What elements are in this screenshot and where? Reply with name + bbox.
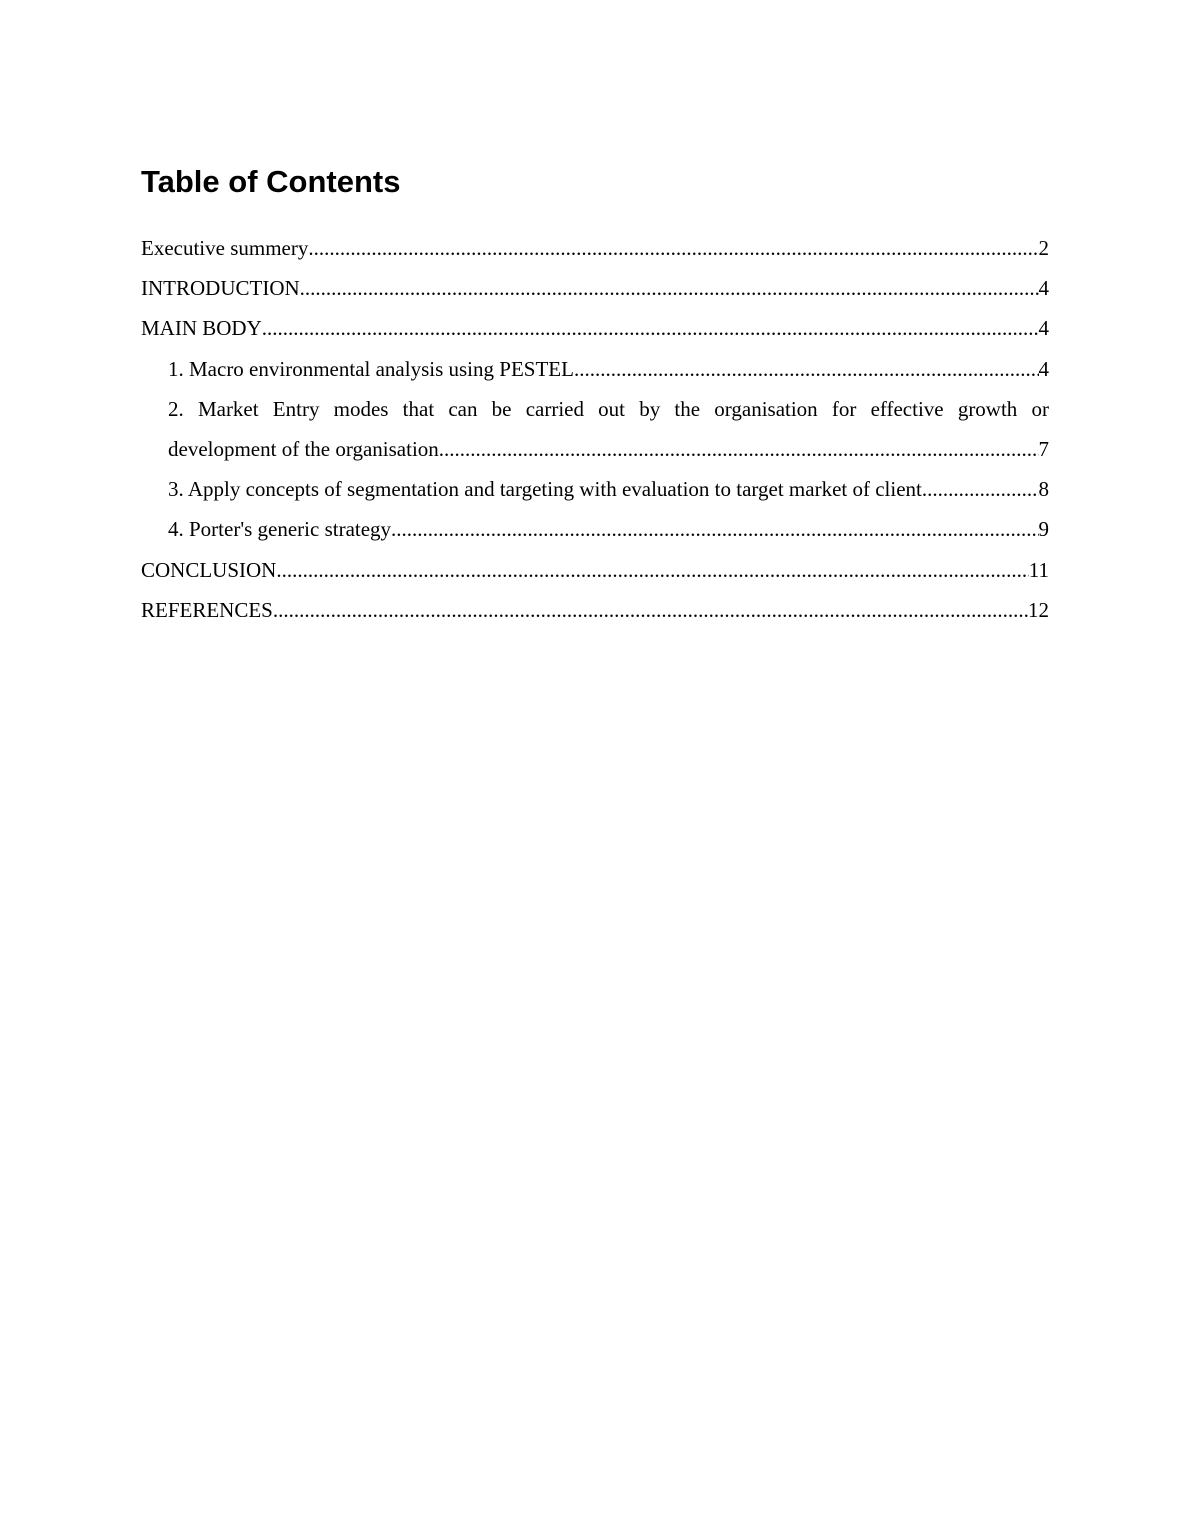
toc-entry-references[interactable] xyxy=(141,590,1049,630)
toc-entry-line2 xyxy=(168,429,1049,469)
toc-entry-main-body[interactable] xyxy=(141,308,1049,348)
toc-entry-executive-summary[interactable] xyxy=(141,228,1049,268)
toc-entry-page-number: 2 xyxy=(1038,236,1049,260)
toc-entry-page-number: 4 xyxy=(1038,316,1049,341)
toc-entry-page-number: 9 xyxy=(1038,517,1049,542)
toc-entry-label: REFERENCES xyxy=(141,597,273,622)
toc-entry-page-number: 8 xyxy=(1038,477,1049,502)
toc-heading: Table of Contents xyxy=(141,164,401,199)
toc-entry-label: INTRODUCTION xyxy=(141,276,300,301)
toc-entry-market-entry-modes[interactable] xyxy=(141,389,1049,469)
toc-entry-segmentation-targeting[interactable] xyxy=(141,469,1049,509)
toc-entry-page-number: 4 xyxy=(1038,276,1049,301)
toc-dot-leader xyxy=(922,469,1039,509)
toc-entry-page-number: 12 xyxy=(1028,597,1049,622)
toc-entry-label: Executive summery xyxy=(141,236,309,260)
toc-entry-label: 4. Porter's generic strategy xyxy=(168,517,392,542)
toc-entry-introduction[interactable] xyxy=(141,268,1049,308)
toc-entry-label: CONCLUSION xyxy=(141,557,277,582)
toc-entry-label: 1. Macro environmental analysis using PESTEL xyxy=(168,356,574,381)
toc-entry-porters-generic-strategy[interactable] xyxy=(141,509,1049,549)
toc-dot-leader xyxy=(262,308,1039,348)
toc-entry-label-line2: development of the organisation xyxy=(168,436,439,461)
toc-entry-page-number: 11 xyxy=(1028,557,1049,582)
toc-list xyxy=(141,228,1049,630)
toc-entry-label: 3. Apply concepts of segmentation and targeting with evaluation to target market of client xyxy=(168,477,922,502)
toc-entry-label: MAIN BODY xyxy=(141,316,262,341)
toc-entry-pestel-analysis[interactable] xyxy=(141,349,1049,389)
toc-entry-label-line1: 2. Market Entry modes that can be carried out by the organisation for effective growth or xyxy=(168,396,1049,421)
table-of-contents xyxy=(141,160,1049,630)
toc-dot-leader xyxy=(439,429,1039,469)
toc-dot-leader xyxy=(276,550,1028,590)
toc-dot-leader xyxy=(391,509,1038,549)
toc-dot-leader xyxy=(308,228,1038,268)
toc-dot-leader xyxy=(300,268,1039,308)
toc-dot-leader xyxy=(574,349,1039,389)
toc-dot-leader xyxy=(273,590,1028,630)
toc-entry-page-number: 7 xyxy=(1038,436,1049,461)
toc-entry-conclusion[interactable] xyxy=(141,550,1049,590)
toc-entry-page-number: 4 xyxy=(1038,356,1049,381)
